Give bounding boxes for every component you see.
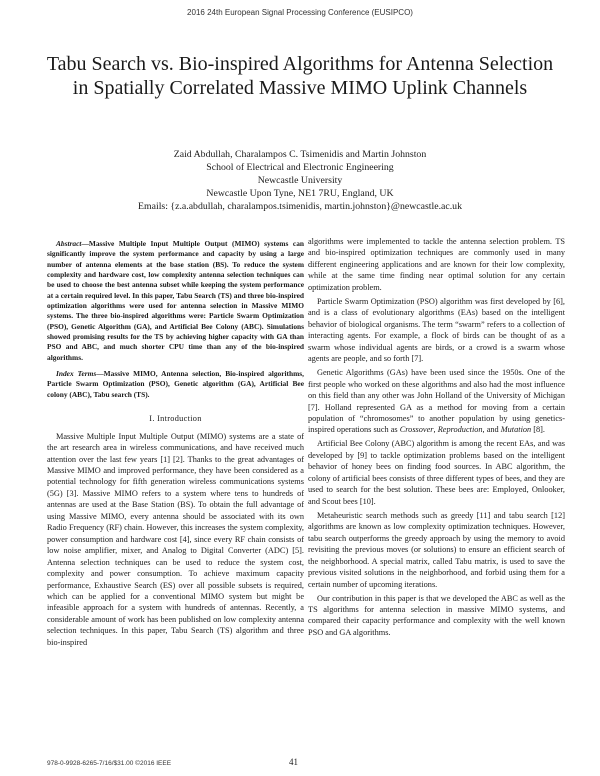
index-terms xyxy=(47,369,304,400)
reproduction-term: Reproduction xyxy=(437,425,483,435)
isbn-footer: 978-0-9928-6265-7/16/$31.00 ©2016 IEEE xyxy=(47,760,172,767)
left-column xyxy=(47,239,304,651)
ga-end: [8]. xyxy=(531,425,545,435)
ga-sep-1: , xyxy=(433,425,438,435)
index-terms-text: —Massive MIMO, Antenna selection, Bio-inspired algorithms, Particle Swarm Optimization (PSO), Genetic algorithm (GA), Artificial Bee colony (ABC), Tabu search (TS). xyxy=(47,369,304,399)
index-terms-label: Index Terms xyxy=(56,369,97,379)
author-block xyxy=(40,148,560,213)
abstract-label: Abstract xyxy=(56,239,82,248)
conference-header: 2016 24th European Signal Processing Conference (EUSIPCO) xyxy=(187,8,413,17)
mutation-term: Mutation xyxy=(500,425,532,435)
intro-paragraph-1: Massive Multiple Input Multiple Output (MIMO) systems are a state of the art research area in wireless communications, and have received much attention over the last few years [1] [2]. Thanks to the great advantages of Massive MIMO and improved performance, they have been considered as a potential technology for fifth generation wireless communications systems (5G) [3]. Massive MIMO refers to a system where tens to hundreds of antennas are used at the Base Station (BS). To obtain the full advantage of using Massive MIMO, every antenna should be associated with its own Radio Frequency (RF) chain. However, this increases the system complexity, power consumption and hardware cost [4], since every RF chain consists of low noise amplifier, mixer, and Analog to Digital Converter (ADC) [5]. Antenna selection techniques can be used to reduce the system cost, complexity and power consumption. To achieve maximum capacity performance, Exhaustive Search (ES) over all possible subsets is required, which can be applied for a conventional MIMO system but might be infeasible approach for a system with hundreds of antennas. Recently, a considerable amount of work has been published on low complexity antenna selection techniques. In this paper, Tabu Search (TS) algorithm and three bio-inspired xyxy=(47,431,304,647)
abstract-text: —Massive Multiple Input Multiple Output (MIMO) systems can significantly improve the system performance and capacity by using a large number of antenna elements at the base station (BS). To reduce the system complexity and hardware cost, low complexity antenna selection techniques can be used to choose the best antenna subset while keeping the system performance at a certain required level. In this paper, Tabu Search (TS) and three bio-inspired optimization algorithms were used for antenna selection in Massive MIMO systems. The three bio-inspired algorithms were: Particle Swarm Optimization (PSO), Genetic Algorithm (GA), and Artificial Bee Colony (ABC). Simulations showed promising results for the TS by achieving higher capacity with GA than PSO and ABC, and much shorter CPU time than any of the bio-inspired algorithms. xyxy=(47,239,304,362)
pso-paragraph: Particle Swarm Optimization (PSO) algorithm was first developed by [6], and is a class of evolutionary algorithms (EAs) based on the intelligent behavior of biological organisms. The term “swarm” refers to a collection of interacting agents. For example, a flock of birds can be thought of as a swarm whose individual agents are birds, or a crowd is a swarm whose agents are people, and so forth [7]. xyxy=(308,296,565,364)
tabu-paragraph: Metaheuristic search methods such as greedy [11] and tabu search [12] algorithms are known as low complexity optimization techniques. However, tabu search outperforms the greedy approach by using the memory to avoid revisiting the previous moves (or solutions) to ensure an efficient search of the neighborhood. A special matrix, called Tabu matrix, is used to save the previous visited solutions in the neighborhood, and forbid using them for a certain number of upcoming iterations. xyxy=(308,510,565,589)
ga-paragraph xyxy=(308,367,565,436)
affiliation-university: Newcastle University xyxy=(257,175,343,186)
affiliation-address: Newcastle Upon Tyne, NE1 7RU, England, UK xyxy=(206,188,394,199)
author-names: Zaid Abdullah, Charalampos C. Tsimenidis and Martin Johnston xyxy=(173,149,427,160)
page-number: 41 xyxy=(289,757,298,767)
affiliation-school: School of Electrical and Electronic Engineering xyxy=(206,162,394,173)
section-heading-introduction: I. Introduction xyxy=(149,414,202,424)
abstract xyxy=(47,239,304,363)
crossover-term: Crossover xyxy=(399,425,434,435)
contribution-paragraph: Our contribution in this paper is that we developed the ABC as well as the TS algorithms for antenna selection in massive MIMO systems, and compared their capacity performance and complexity with the well known PSO and GA algorithms. xyxy=(308,593,565,637)
intro-paragraph-2: algorithms were implemented to tackle the antenna selection problem. TS and bio-inspired optimization techniques are commonly used in many different engineering applications and are known for their low complexity, while at the same time finding near optimal solution for any certain optimization problem. xyxy=(308,237,565,292)
author-emails: Emails: {z.a.abdullah, charalampos.tsimenidis, martin.johnston}@newcastle.ac.uk xyxy=(138,201,462,212)
right-column xyxy=(308,236,565,641)
abc-paragraph: Artificial Bee Colony (ABC) algorithm is among the recent EAs, and was developed by [9] to tackle optimization problems based on the intelligent behavior of honey bees on finding food sources. In ABC algorithm, the colony of artificial bees consists of three different types of bees, and they are used to search for the best solution. These bees are: Employed, Onlooker, and Scout bees [10]. xyxy=(308,439,565,506)
paper-title: Tabu Search vs. Bio-inspired Algorithms for Antenna Selection in Spatially Correlated Massive MIMO Uplink Channels xyxy=(46,53,554,99)
ga-sep-2: , and xyxy=(482,425,501,435)
ga-text: Genetic Algorithms (GAs) have been used since the 1950s. One of the first people who worked on these algorithms and also had the most influence on this field than any other was John Holland of the University of Michigan [7]. Holland represented GA as a method for moving from a certain population of “chromosomes” to another population by using genetics-inspired operations such as xyxy=(308,368,565,435)
